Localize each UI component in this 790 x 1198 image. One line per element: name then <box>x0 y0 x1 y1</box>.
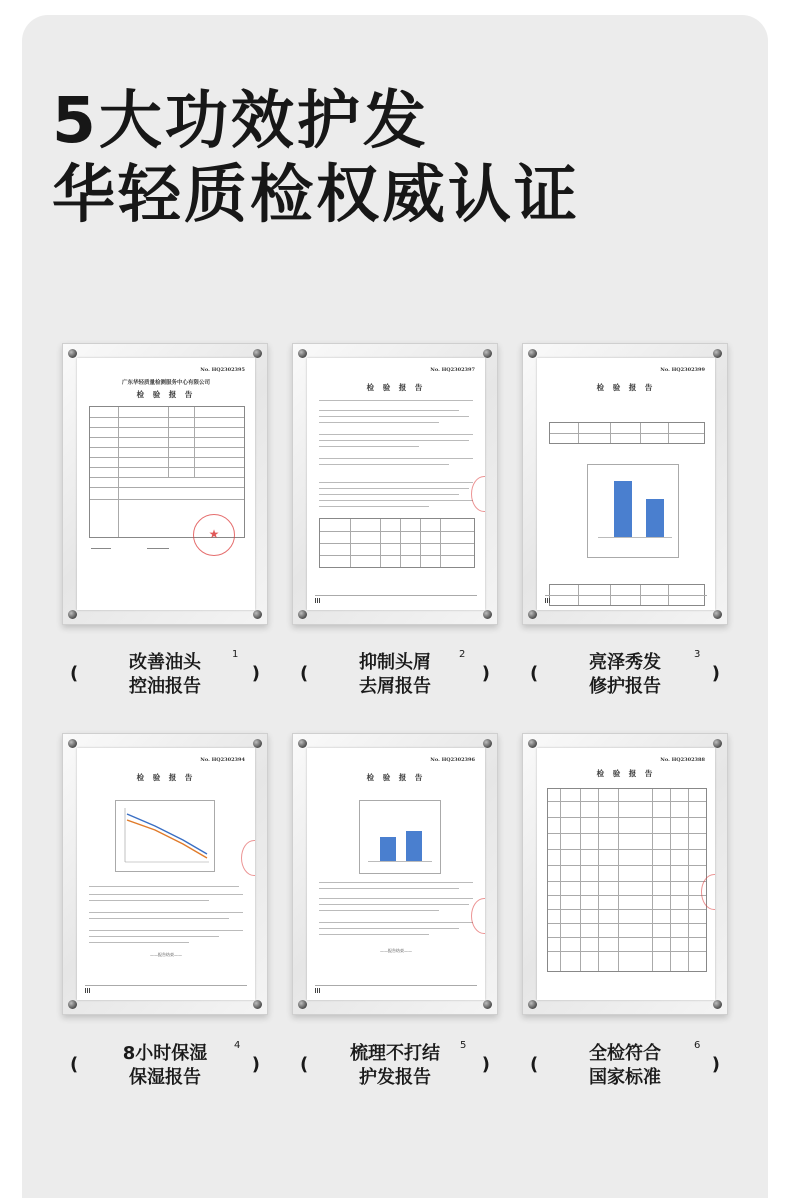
caption-line-2: 国家标准 <box>589 1067 661 1088</box>
red-seal-stamp: ★ <box>193 514 235 556</box>
caption-line-2: 保湿报告 <box>129 1067 201 1088</box>
caption-paren-close: ) <box>251 1054 260 1075</box>
caption-line-1: 亮泽秀发 <box>589 652 661 673</box>
report-end-note: ——报告结束—— <box>150 952 182 957</box>
report-title: 检 验 报 告 <box>136 773 196 782</box>
caption-moisturizing <box>62 1042 268 1090</box>
caption-line-1: 全检符合 <box>589 1043 661 1064</box>
report-card-national-standard <box>522 733 728 1015</box>
report-number: No. HQ2302388 <box>660 757 705 763</box>
caption-shine-repair <box>522 651 728 699</box>
bar-chart <box>359 800 441 874</box>
acrylic-plaque <box>62 733 268 1015</box>
caption-anti-dandruff <box>292 651 498 699</box>
acrylic-plaque <box>292 733 498 1015</box>
acrylic-plaque <box>62 343 268 625</box>
caption-line-1: 8小时保湿 <box>122 1043 208 1064</box>
acrylic-plaque <box>522 343 728 625</box>
report-title: 检 验 报 告 <box>596 769 656 778</box>
report-page <box>307 358 485 610</box>
caption-footnote-number: 2 <box>459 649 466 660</box>
caption-footnote-number: 3 <box>694 649 701 660</box>
report-footer <box>315 595 477 602</box>
headline-line-2: 华轻质检权威认证 <box>52 158 580 231</box>
report-number: No. HQ2302394 <box>200 757 245 763</box>
report-title: 检 验 报 告 <box>366 773 426 782</box>
line-chart <box>115 800 215 872</box>
report-card-shine-repair <box>522 343 728 625</box>
caption-footnote-number: 4 <box>234 1040 241 1051</box>
report-title: 检 验 报 告 <box>596 383 656 392</box>
acrylic-plaque <box>522 733 728 1015</box>
caption-line-2: 修护报告 <box>589 676 661 697</box>
caption-paren-open: ( <box>300 663 309 684</box>
caption-line-1: 改善油头 <box>129 652 201 673</box>
caption-paren-close: ) <box>251 663 260 684</box>
report-title: 检 验 报 告 <box>366 383 426 392</box>
chart-bar <box>380 837 396 861</box>
caption-paren-open: ( <box>70 1054 79 1075</box>
report-footer <box>545 595 707 602</box>
report-page <box>77 358 255 610</box>
report-page <box>537 358 715 610</box>
caption-paren-close: ) <box>481 663 490 684</box>
caption-line-2: 去屑报告 <box>359 676 431 697</box>
report-number: No. HQ2302399 <box>660 367 705 373</box>
report-table <box>547 788 707 972</box>
report-footer <box>315 985 477 992</box>
report-page <box>307 748 485 1000</box>
headline-line-1: 5大功效护发 <box>52 84 429 157</box>
caption-line-2: 护发报告 <box>359 1067 431 1088</box>
bar-chart <box>587 464 679 558</box>
caption-paren-open: ( <box>530 663 539 684</box>
caption-paren-open: ( <box>70 663 79 684</box>
report-card-anti-dandruff <box>292 343 498 625</box>
caption-paren-close: ) <box>711 1054 720 1075</box>
caption-footnote-number: 6 <box>694 1040 701 1051</box>
caption-oil-control <box>62 651 268 699</box>
caption-detangling <box>292 1042 498 1090</box>
caption-paren-open: ( <box>530 1054 539 1075</box>
red-seal-stamp <box>241 840 255 876</box>
caption-paren-close: ) <box>481 1054 490 1075</box>
report-number: No. HQ2302395 <box>200 367 245 373</box>
report-number: No. HQ2302396 <box>430 757 475 763</box>
report-number: No. HQ2302397 <box>430 367 475 373</box>
report-card-oil-control <box>62 343 268 625</box>
report-table <box>549 422 705 444</box>
caption-paren-open: ( <box>300 1054 309 1075</box>
report-end-note: ——报告结束—— <box>380 948 412 953</box>
caption-footnote-number: 1 <box>232 649 239 660</box>
red-seal-stamp <box>471 898 485 934</box>
report-page <box>537 748 715 1000</box>
report-card-detangling <box>292 733 498 1015</box>
chart-bar <box>646 499 664 537</box>
report-footer <box>85 985 247 992</box>
report-company: 广东华轻质量检测服务中心有限公司 <box>121 380 210 386</box>
headline <box>52 84 580 232</box>
caption-national-standard <box>522 1042 728 1090</box>
report-page <box>77 748 255 1000</box>
acrylic-plaque <box>292 343 498 625</box>
report-table <box>319 518 475 568</box>
caption-line-1: 梳理不打结 <box>350 1043 440 1064</box>
caption-paren-close: ) <box>711 663 720 684</box>
caption-footnote-number: 5 <box>460 1040 467 1051</box>
report-title: 检 验 报 告 <box>136 390 196 399</box>
caption-line-2: 控油报告 <box>129 676 201 697</box>
chart-bar <box>406 831 422 861</box>
report-card-moisturizing <box>62 733 268 1015</box>
caption-line-1: 抑制头屑 <box>359 652 431 673</box>
red-seal-stamp <box>471 476 485 512</box>
chart-bar <box>614 481 632 537</box>
